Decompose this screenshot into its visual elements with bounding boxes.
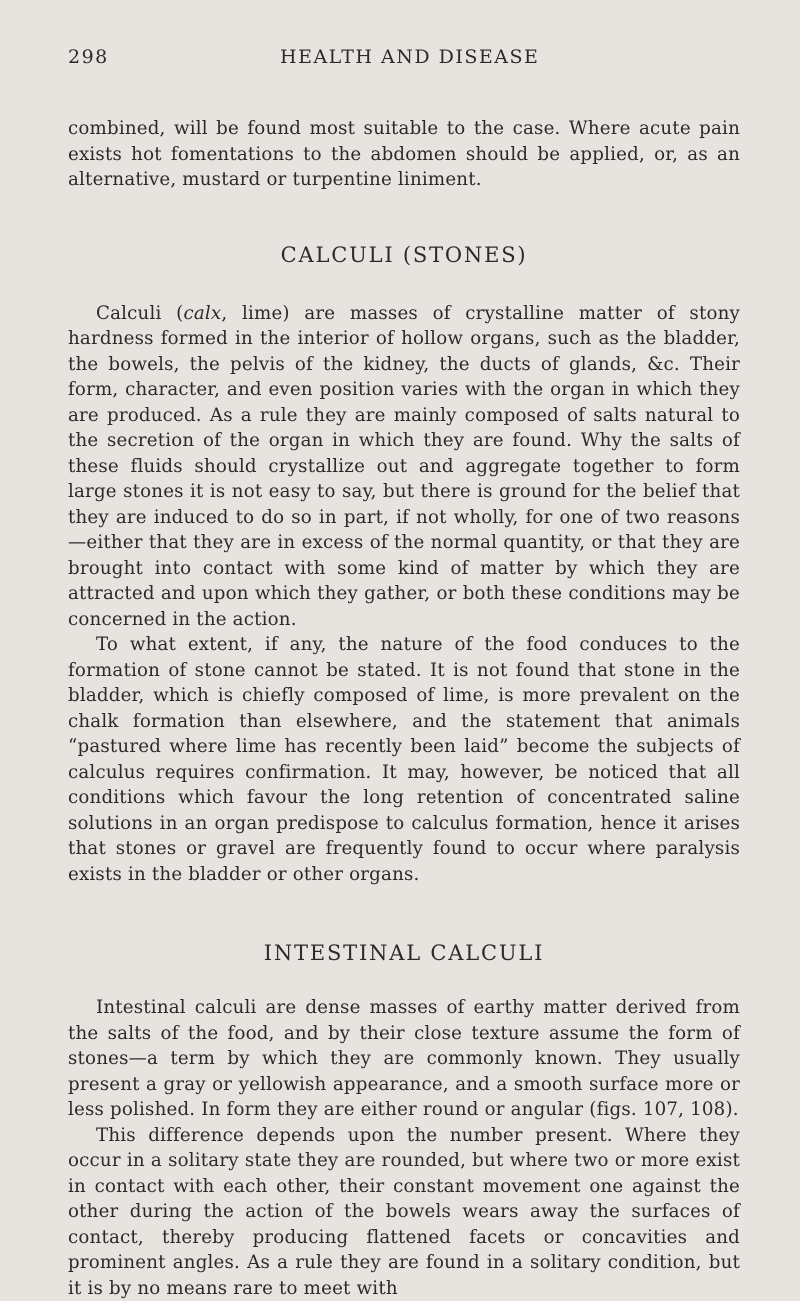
calculi-p1-italic-word: calx	[183, 303, 221, 324]
calculi-paragraph-1	[68, 301, 740, 633]
calculi-p1-rest: , lime) are masses of crystalline matter of stony hardness formed in the interior of hollow organs, such as the bladder, the bowels, the pelvis of the kidney, the ducts of glands, &c. Their form, character, and even position varies with the organ in which they are produced. As a rule they are mainly composed of salts natural to the secretion of the organ in which they are found. Why the salts of these fluids should crystallize out and aggregate together to form large stones it is not easy to say, but there is ground for the belief that they are induced to do so in part, if not wholly, for one of two reasons—either that they are in excess of the normal quantity, or that they are brought into contact with some kind of matter by which they are attracted and upon which they gather, or both these conditions may be concerned in the action.	[68, 303, 740, 630]
calculi-p1-start: Calculi (	[96, 303, 183, 324]
intro-paragraph: combined, will be found most suitable to the case. Where acute pain exists hot fomentations to the abdomen should be applied, or, as an alternative, mustard or turpentine liniment.	[68, 116, 740, 193]
section-heading-calculi: CALCULI (STONES)	[68, 243, 740, 267]
intestinal-paragraph-2: This difference depends upon the number present. Where they occur in a solitary state they are rounded, but where two or more exist in contact with each other, their constant movement one against the other during the action of the bowels wears away the surfaces of contact, thereby producing flattened facets or concavities and prominent angles. As a rule they are found in a solitary condition, but it is by no means rare to meet with	[68, 1123, 740, 1301]
calculi-paragraph-2: To what extent, if any, the nature of the food conduces to the formation of stone cannot be stated. It is not found that stone in the bladder, which is chiefly composed of lime, is more prevalent on the chalk formation than elsewhere, and the statement that animals “pastured where lime has recently been laid” become the subjects of calculus requires confirmation. It may, however, be noticed that all conditions which favour the long retention of concentrated saline solutions in an organ predispose to calculus formation, hence it arises that stones or gravel are frequently found to occur where paralysis exists in the bladder or other organs.	[68, 632, 740, 887]
intestinal-paragraph-1: Intestinal calculi are dense masses of earthy matter derived from the salts of the food, and by their close texture assume the form of stones—a term by which they are commonly known. They usually present a gray or yellowish appearance, and a smooth surface more or less polished. In form they are either round or angular (figs. 107, 108).	[68, 995, 740, 1123]
page-number: 298	[68, 46, 109, 68]
running-title: HEALTH AND DISEASE	[280, 46, 539, 68]
section-heading-intestinal-calculi: INTESTINAL CALCULI	[68, 941, 740, 965]
running-head	[68, 46, 740, 86]
